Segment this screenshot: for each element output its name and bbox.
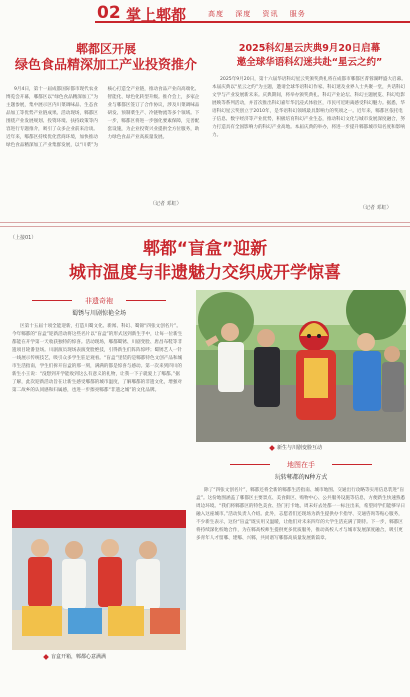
photo-illustration	[12, 510, 186, 650]
article-title-line1: 郫都区开展	[75, 42, 136, 56]
continued-marker: （上接01）	[10, 235, 37, 241]
page-header	[0, 0, 410, 30]
section-divider	[0, 222, 410, 223]
photo-caption	[44, 653, 106, 660]
caption-text: 新生与川剧变脸互动	[277, 445, 323, 451]
article-title-line2: 邀全球华语科幻迷共赴“星云之约”	[236, 57, 383, 68]
event-photo	[196, 290, 406, 442]
section-subtitle: 玩转郫都的N种方式	[274, 474, 328, 481]
caption-marker-icon	[269, 445, 275, 451]
article-body: 9月4日，第十一届成都国际都市现代农业博览会开幕，郫都区以“绿色食品精深加工”为主题参展，集中展示区内川菜调味品、生态食品加工等优势产业链成果。活动现场，郫都区围绕产业发展规划、投资环境、扶持政策等内容进行专题推介，吸引了众多企业前来洽谈。近年来，郫都区持续优化营商环境，加快推动绿色食品精深加工产业集群发展，以“川菜”为核心打造全产业链，推动食品产业向高端化、智能化、绿色化转型升级。推介会上，多家企业与郫都区签订了合作协议，涉及川菜调味品研发、预制菜生产、冷链物流等多个领域。下一步，郫都区将进一步强化要素保障，完善配套设施，为企业投资兴业提供全方位服务，助力绿色食品产业高质量发展。	[6, 87, 200, 148]
article-byline: （记者 邓虹）	[360, 205, 392, 211]
photo-caption	[270, 444, 322, 451]
section-divider	[0, 226, 410, 227]
header-tag: 深度	[235, 10, 252, 18]
section-title: 掌上郫都	[126, 6, 187, 24]
header-tags	[208, 9, 314, 19]
header-tag: 高度	[208, 10, 224, 18]
section-title: 非遗奇袍	[85, 297, 113, 305]
section-subtitle: 蜀锈与川剧惊艳全场	[71, 310, 126, 317]
main-headline-line1: 郫都“盲盒”迎新	[142, 239, 268, 259]
photo-illustration	[196, 290, 406, 442]
section-body: 除了“四张文创名片”，郫都还将全新的郫都生活指南、城市地图、交通出行攻略等实用信息装进“盲盒”。这份地图涵盖了郫都区主要景点、美食街区、购物中心、公共服务设施等信息，方便新生快速熟悉周边环境。“我们将郫都区的特色美食、热门打卡地、周末好去处都一一标注出来，希望同学们能够早日融入这座城市。”活动负责人介绍。此外，志愿者们还现场为新生提供办卡指导、交通咨询等贴心服务，不少新生表示，这份“盲盒”既实用又温暖，让他们对未来四年的大学生活充满了期待。下一步，郫都区将持续深化校地合作，为在郫高校师生提供更多优质服务，推动高校人才与城市发展深度融合，吸引更多青年人才留郫、建郫、兴郫，共同谱写郫都高质量发展新篇章。	[196, 488, 406, 541]
section-body: 区第十五届十项全能迎新，打造川蜀文化、新闻、科幻、蜀锦“四张文创名片”。今年郫都的“盲盒”迎新活动将这些名片以“盲盒”的形式送到新生手中，让每一位新生都能在开学第一天收获独特的惊喜。活动现场，郫都蜀锈、川剧变脸、唐昌布鞋等非遗项目轮番登场。川剧演员现场表演变脸绝技，引得新生们阵阵惊呼；蜀锈艺人一针一线展示传统技艺，吸引众多学生驻足观看。“盲盒”里装的是郫都特色文创产品和城市生活指南，学生们拆开盲盒的那一刻，满满的都是惊喜与感动。第一次来到四川的新生小王说：“没想到开学能收到这么有意义的礼物，让我一下子就爱上了郫都。”据了解，此次迎新活动旨在让新生感受郫都的城市温度，了解郫都的非遗文化，增强对第二故乡的认同感和归属感，也进一步擦亮郫都“非遗之城”的文化品牌。	[12, 324, 183, 393]
event-photo	[12, 510, 186, 650]
page-number: 02	[97, 3, 121, 23]
article-title-line1: 2025科幻星云庆典9月20日启幕	[238, 43, 381, 54]
main-headline-line2: 城市温度与非遗魅力交织成开学惊喜	[69, 263, 341, 283]
article-title-line2: 绿色食品精深加工产业投资推介	[14, 58, 197, 73]
header-tag: 资讯	[262, 10, 279, 18]
section-title: 地图在手	[287, 461, 315, 469]
header-tag: 服务	[289, 10, 306, 18]
article-body: 2025年9月20日，第十六届华语科幻星云奖颁奖典礼将在成都市郫都区菁蓉湖畔盛大启幕。本届庆典以“星云之约”为主题，邀请全球华语科幻作家、科幻迷及业界人士共聚一堂，共话科幻文学与产业发展新未来。庆典期间，将举办颁奖典礼、科幻产业论坛、科幻主题展览、科幻电影展映等系列活动，并首次推出科幻嘉年华沉浸式体验区，市民可近距离感受科幻魅力。据悉，华语科幻星云奖创立于2010年，是华语科幻领域最具影响力的奖项之一。近年来，郫都区依托电子信息、数字经济等产业优势，积极培育科幻产业生态，推动科幻文化与城市发展深度融合，努力打造具有全国影响力的科幻产业高地。本届庆典的举办，将进一步提升郫都城市知名度和影响力。	[212, 77, 406, 138]
article-byline: （记者 邓虹）	[150, 201, 182, 207]
caption-marker-icon	[43, 654, 49, 660]
caption-text: 盲盒开箱，郫都心意满满	[51, 654, 107, 660]
